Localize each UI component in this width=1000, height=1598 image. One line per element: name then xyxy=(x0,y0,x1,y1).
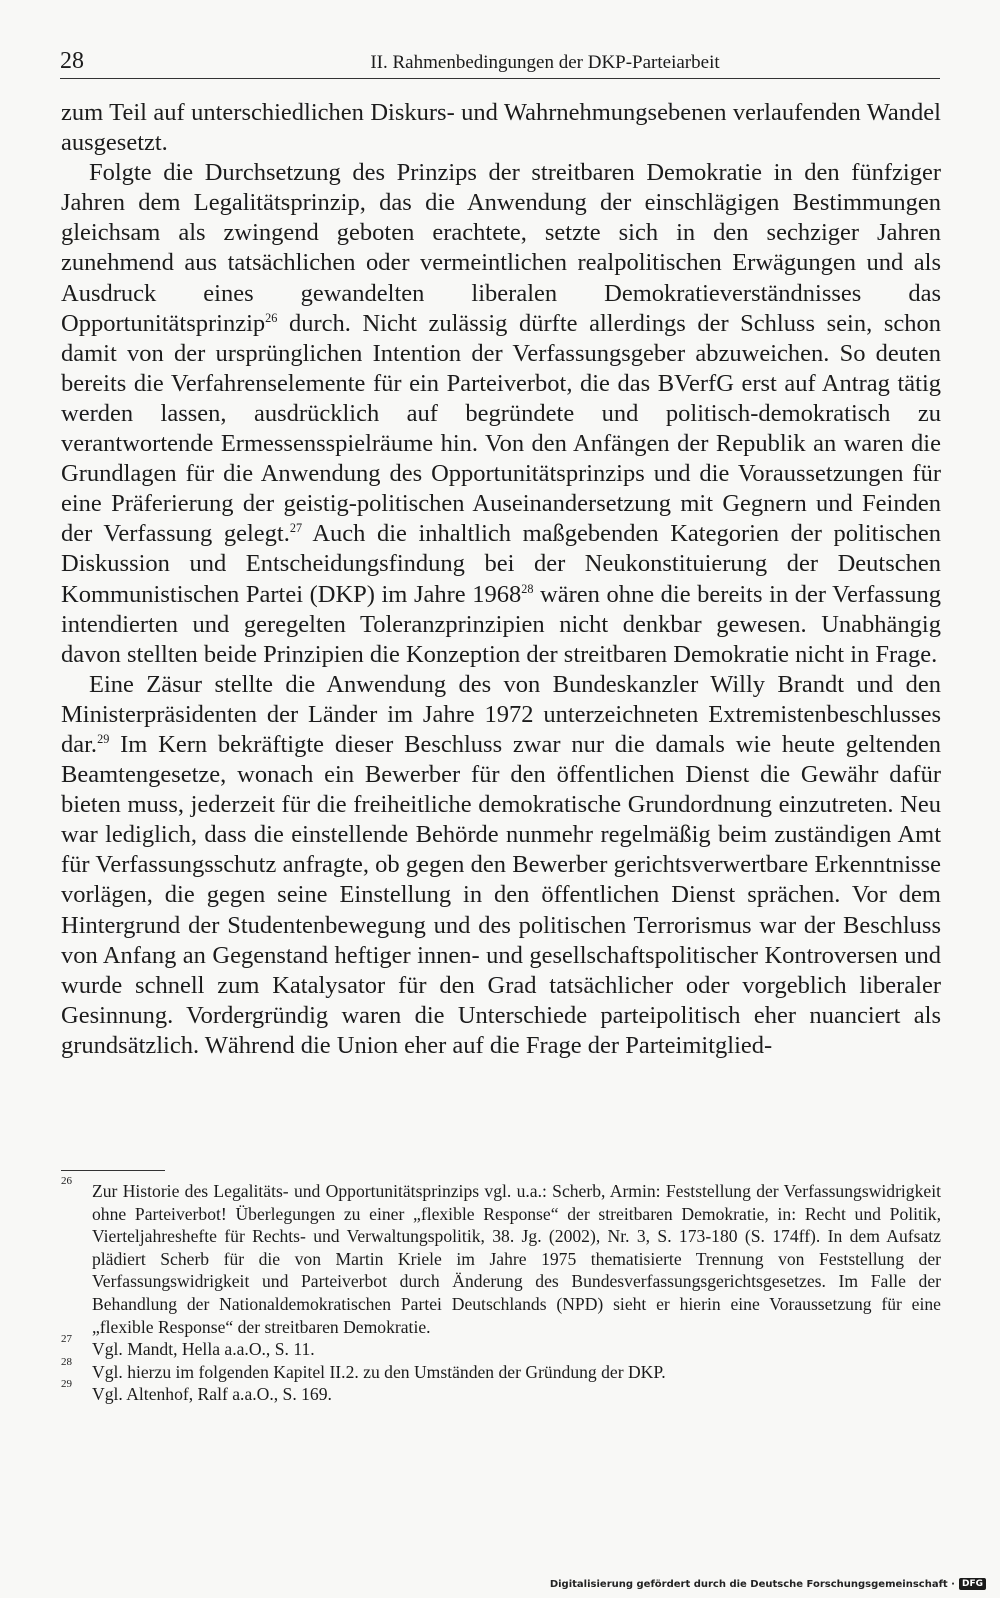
footnote-ref[interactable]: 26 xyxy=(265,310,278,325)
footnote-ref[interactable]: 27 xyxy=(289,521,303,536)
page-header xyxy=(60,48,940,79)
footnote xyxy=(61,1333,941,1361)
footnote-text: Vgl. Altenhof, Ralf a.a.O., S. 169. xyxy=(92,1384,332,1405)
dfg-logo: DFG xyxy=(959,1578,986,1590)
paragraph: zum Teil auf unterschiedlichen Diskurs- und Wahrnehmungsebenen verlaufenden Wandel ausgesetzt. xyxy=(61,99,941,157)
paragraph: Eine Zäsur stellte die Anwendung des von Bundeskanzler Willy Brandt und den Ministerpräsidenten der Länder im Jahre 1972 unterzeichneten Extremistenbeschlusses dar.$^{29}$ Im Kern bekräftigte dieser Beschluss zwar nur die damals wie heute geltenden Beamtengesetze, wonach ein Bewerber für den öffentlichen Dienst die Gewähr dafür bieten muss, jederzeit für die freiheitliche demokratische Grundordnung einzutreten. Neu war lediglich, dass die einstellende Behörde nunmehr regelmäßig beim zuständigen Amt für Verfassungsschutz anfragte, ob gegen den Bewerber gerichtsverwertbare Erkenntnisse vorlägen, die gegen seine Einstellung in den öffentlichen Dienst sprächen. Vor dem Hintergrund der Studentenbewegung und des politischen Terrorismus war der Beschluss von Anfang an Gegenstand heftiger innen- und gesellschaftspolitischer Kontroversen und wurde schnell zum Katalysator für den Grad tatsächlicher oder vorgeblich liberaler Gesinnung. Vordergründig waren die Unterschiede parteipolitisch eher nuanciert als grundsätzlich. Während die Union eher auf die Frage der Parteimitglied- xyxy=(61,670,941,1059)
footnote-number: 26 xyxy=(61,1175,72,1187)
digitization-footer xyxy=(550,1576,986,1592)
footnote xyxy=(61,1355,941,1384)
footnote-text: Vgl. hierzu im folgenden Kapitel II.2. zu den Umständen der Gründung der DKP. xyxy=(92,1361,666,1382)
page-number: 28 xyxy=(60,48,84,74)
main-text xyxy=(61,98,941,1061)
footnote-divider xyxy=(61,1170,165,1171)
footnote xyxy=(61,1175,941,1338)
running-title: II. Rahmenbedingungen der DKP-Parteiarbeit xyxy=(370,52,720,73)
footnote-text: Vgl. Mandt, Hella a.a.O., S. 11. xyxy=(92,1339,315,1360)
footnote-number: 29 xyxy=(61,1378,72,1391)
footnote-ref[interactable]: 29 xyxy=(97,731,110,746)
paragraph: Folgte die Durchsetzung des Prinzips der streitbaren Demokratie in den fünfziger Jahren dem Legalitätsprinzip, das die Anwendung der einschlägigen Bestimmungen gleichsam als zwingend geboten erachtete, setzte sich in den sechziger Jahren zunehmend aus tatsächlichen oder vermeintlichen realpolitischen Erwägungen und als Ausdruck eines gewandelten liberalen Demokratieverständnisses das Opportunitätsprinzip$^{26}$ durch. Nicht zulässig dürfte allerdings der Schluss sein, schon damit von der ursprünglichen Intention der Verfassungsgeber abzuweichen. So deuten bereits die Verfahrenselemente für ein Parteiverbot, die das BVerfG erst auf Antrag tätig werden lassen, ausdrücklich auf begründete und politisch-demokratisch zu verantwortende Ermessensspielräume hin. Von den Anfängen der Republik an waren die Grundlagen für die Anwendung des Opportunitätsprinzips und die Voraussetzungen für eine Präferierung der geistig-politischen Auseinandersetzung mit Gegnern und Feinden der Verfassung gelegt.$^{27}$ Auch die inhaltlich maßgebenden Kategorien der politischen Diskussion und Entscheidungsfindung bei der Neukonstituierung der Deutschen Kommunistischen Partei (DKP) im Jahre 1968$^{28}$ wären ohne die bereits in der Verfassung intendierten und geregelten Toleranzprinzipien nicht denkbar gewesen. Unabhängig davon stellten beide Prinzipien die Konzeption der streitbaren Demokratie nicht in Frage. xyxy=(61,159,941,668)
digitization-notice: Digitalisierung gefördert durch die Deutsche Forschungsgemeinschaft · xyxy=(549,1578,955,1590)
footnote-number: 27 xyxy=(61,1333,72,1346)
footnote-text: Zur Historie des Legalitäts- und Opportunitätsprinzips vgl. u.a.: Scherb, Armin: Feststellung der Verfassungswidrigkeit ohne Parteiverbot! Überlegungen zu einer „flexible Response“ der streitbaren Demokratie, in: Recht und Politik, Vierteljahreshefte für Rechts- und Verwaltungspolitik, 38. Jg. (2002), Nr. 3, S. 173-180 (S. 174ff). In dem Aufsatz plädiert Scherb für die von Martin Kriele im Jahre 1975 thematisierte Trennung von Feststellung der Verfassungswidrigkeit und Parteiverbot durch Änderung des Bundesverfassungsgerichtsgesetzes. Im Falle der Behandlung der Nationaldemokratischen Partei Deutschlands (NPD) sieht er hierin eine Voraussetzung für eine „flexible Response“ der streitbaren Demokratie. xyxy=(92,1181,941,1337)
footnotes xyxy=(61,1175,941,1406)
footnote xyxy=(61,1378,941,1406)
footnote-ref[interactable]: 28 xyxy=(521,581,534,596)
footnote-number: 28 xyxy=(61,1355,72,1368)
